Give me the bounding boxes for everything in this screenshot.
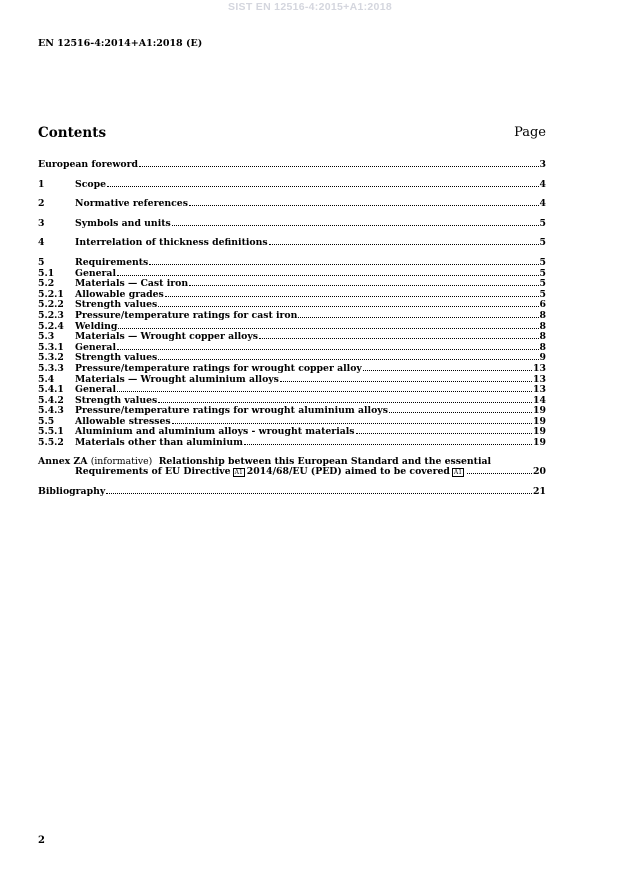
toc-number: 5.2.2 [38, 299, 64, 311]
toc-number: 2 [38, 198, 45, 210]
page-column-label: Page [514, 125, 546, 140]
toc-page: 8 [539, 320, 546, 332]
toc-number: 5.3 [38, 331, 55, 343]
dot-leader [356, 433, 533, 434]
toc-number: 5.2 [38, 278, 55, 290]
toc-page: 19 [533, 437, 546, 449]
toc-page: 5 [539, 278, 546, 290]
toc-title: Allowable stresses [75, 415, 171, 427]
toc-number: 5.2.3 [38, 309, 64, 321]
toc-title: Scope [75, 178, 106, 190]
toc-number: 1 [38, 178, 45, 190]
toc-entry[interactable] [38, 199, 546, 210]
toc-number: 5.5.1 [38, 426, 64, 438]
toc-title: Strength values [75, 352, 158, 364]
annex-informative: (informative) [90, 455, 153, 467]
toc-page: 5 [539, 256, 546, 268]
document-id: EN 12516-4:2014+A1:2018 (E) [38, 38, 203, 49]
toc-number: 5.3.2 [38, 352, 64, 364]
toc-page: 13 [533, 373, 546, 385]
toc-page: 6 [539, 299, 546, 311]
toc-entry[interactable] [38, 311, 546, 322]
toc-page: 5 [539, 288, 546, 300]
toc-number: 5.3.1 [38, 341, 64, 353]
toc-page: 9 [539, 352, 546, 364]
toc-page: 3 [539, 159, 546, 170]
toc-number: 5 [38, 256, 45, 268]
dot-leader [172, 423, 532, 424]
toc-title: Bibliography [38, 486, 106, 498]
toc-title: Allowable grades [75, 288, 164, 300]
toc-entry[interactable] [38, 219, 546, 230]
toc-entry[interactable] [38, 364, 546, 375]
toc-number: 5.4.3 [38, 405, 64, 417]
toc-page: 13 [533, 384, 546, 396]
dot-leader [139, 166, 539, 167]
annex-title-line-2-start: Requirements of EU Directive [75, 466, 231, 478]
toc-number: 5.5.2 [38, 437, 64, 449]
toc-title: Strength values [75, 394, 158, 406]
dot-leader [117, 349, 539, 350]
dot-leader [189, 285, 538, 286]
dot-leader [107, 186, 539, 187]
annex-title-line-2-mid: 2014/68/EU (PED) aimed to be covered [246, 466, 450, 478]
toc-title: General [75, 341, 116, 353]
toc-title: Interrelation of thickness definitions [75, 237, 268, 249]
toc-title: General [75, 267, 116, 279]
dot-leader [158, 306, 538, 307]
toc-page: 5 [539, 267, 546, 279]
toc-title: Welding [75, 320, 118, 332]
toc-page: 8 [539, 331, 546, 343]
toc-title: Materials — Wrought aluminium alloys [75, 373, 279, 385]
toc-title: Pressure/temperature ratings for wrought copper alloy [75, 362, 362, 374]
toc-number: 5.2.1 [38, 288, 64, 300]
toc-page: 20 [533, 466, 546, 478]
toc-entry[interactable] [38, 258, 546, 269]
amendment-end-marker-icon: A1 [453, 469, 463, 477]
toc-number: 3 [38, 217, 45, 229]
watermark: SIST EN 12516-4:2015+A1:2018 [228, 1, 392, 13]
toc-page: 19 [533, 415, 546, 427]
toc-number: 5.4 [38, 373, 55, 385]
dot-leader [189, 205, 539, 206]
toc-entry-bibliography[interactable] [38, 487, 546, 498]
toc-entry[interactable] [38, 438, 546, 449]
dot-leader [117, 275, 539, 276]
toc-title: Materials — Cast iron [75, 278, 189, 290]
toc-number: 5.1 [38, 267, 55, 279]
toc-title: Pressure/temperature ratings for wrought aluminium alloys [75, 405, 388, 417]
dot-leader [165, 296, 539, 297]
toc-page: 21 [533, 486, 546, 498]
dot-leader [117, 391, 532, 392]
toc-title: Pressure/temperature ratings for cast iron [75, 309, 298, 321]
dot-leader [259, 338, 538, 339]
dot-leader [106, 493, 532, 494]
dot-leader [158, 359, 538, 360]
contents-title: Contents [38, 125, 107, 141]
dot-leader [467, 473, 532, 474]
toc-page: 14 [533, 394, 546, 406]
dot-leader [158, 402, 532, 403]
dot-leader [363, 370, 532, 371]
toc-title: Normative references [75, 198, 188, 210]
toc-title: Materials other than aluminium [75, 437, 243, 449]
toc-entry-foreword[interactable] [38, 160, 546, 171]
toc-number: 5.5 [38, 415, 55, 427]
amendment-start-marker-icon: A1 [234, 469, 243, 477]
toc-page: 8 [539, 341, 546, 353]
dot-leader [149, 264, 538, 265]
toc-title: Aluminium and aluminium alloys - wrought materials [75, 426, 355, 438]
dot-leader [244, 444, 532, 445]
annex-title-line-1: Relationship between this European Standard and the essential [158, 455, 492, 467]
toc-page: 5 [539, 237, 546, 249]
toc-entry[interactable] [38, 180, 546, 191]
dot-leader [298, 317, 538, 318]
toc-number: 5.4.1 [38, 384, 64, 396]
toc-title: Materials — Wrought copper alloys [75, 331, 259, 343]
annex-label: Annex ZA [38, 455, 88, 467]
annex-line-2 [38, 467, 546, 478]
dot-leader [172, 225, 539, 226]
dot-leader [118, 328, 538, 329]
toc-page: 8 [539, 309, 546, 321]
dot-leader [389, 412, 532, 413]
toc-entry-annex-za[interactable] [38, 457, 546, 479]
toc-title: Symbols and units [75, 217, 171, 229]
toc-title: European foreword [38, 159, 138, 170]
toc-title: Strength values [75, 299, 158, 311]
toc-page: 5 [539, 217, 546, 229]
toc-page: 4 [539, 178, 546, 190]
toc-page: 13 [533, 362, 546, 374]
toc-page: 19 [533, 426, 546, 438]
toc-number: 5.4.2 [38, 394, 64, 406]
toc-number: 5.2.4 [38, 320, 64, 332]
table-of-contents [38, 160, 546, 498]
toc-title: General [75, 384, 116, 396]
dot-leader [280, 381, 532, 382]
toc-title: Requirements [75, 256, 149, 268]
dot-leader [269, 244, 539, 245]
toc-page: 19 [533, 405, 546, 417]
toc-number: 4 [38, 237, 45, 249]
toc-page: 4 [539, 198, 546, 210]
toc-number: 5.3.3 [38, 362, 64, 374]
toc-entry[interactable] [38, 238, 546, 249]
page-number: 2 [38, 835, 45, 846]
